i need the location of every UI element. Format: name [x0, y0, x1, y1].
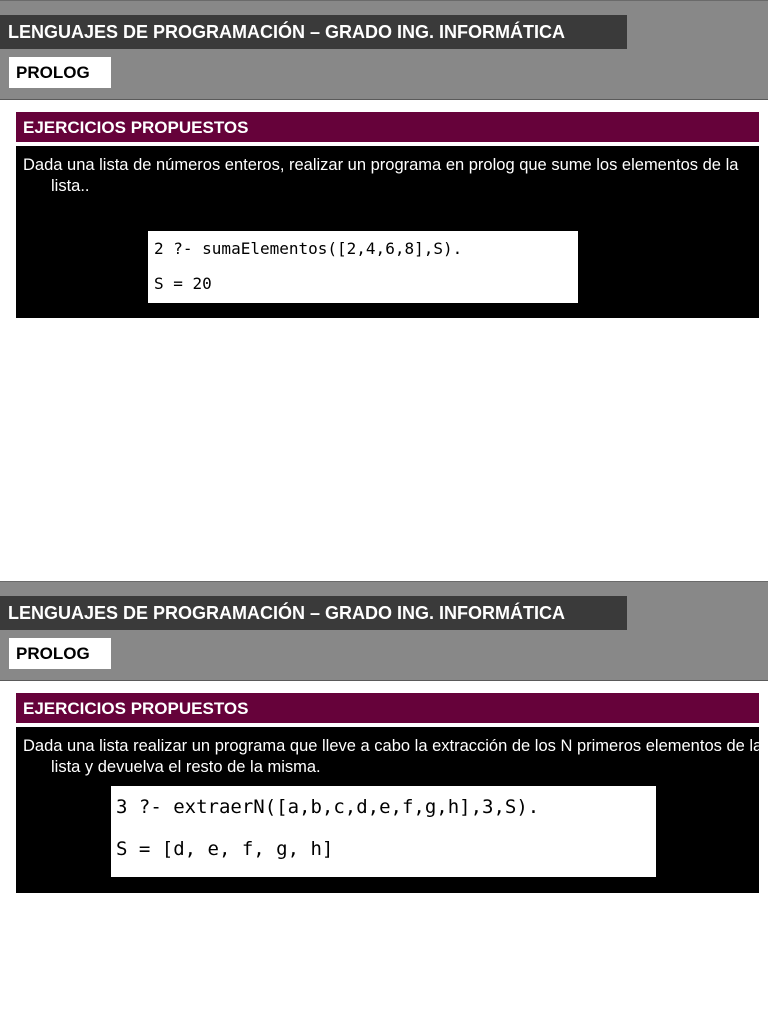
console-query: 3 ?- extraerN([a,b,c,d,e,f,g,h],3,S).	[116, 796, 540, 818]
course-title: LENGUAJES DE PROGRAMACIÓN – GRADO ING. INFORMÁTICA	[0, 15, 627, 49]
subject-tag: PROLOG	[9, 57, 111, 88]
section-title: EJERCICIOS PROPUESTOS	[16, 693, 759, 725]
slide-2	[0, 581, 768, 1024]
section-title: EJERCICIOS PROPUESTOS	[16, 112, 759, 144]
course-title: LENGUAJES DE PROGRAMACIÓN – GRADO ING. INFORMÁTICA	[0, 596, 627, 630]
exercise-statement: Dada una lista de números enteros, realizar un programa en prolog que sume los elementos de la lista..	[23, 156, 739, 195]
subject-tag: PROLOG	[9, 638, 111, 669]
slide-header	[0, 581, 768, 681]
exercise-box	[16, 727, 763, 893]
exercise-statement: Dada una lista realizar un programa que lleve a cabo la extracción de los N primeros elementos de la lista y devuelva el resto de la misma.	[23, 737, 763, 776]
console-query: 2 ?- sumaElementos([2,4,6,8],S).	[154, 239, 463, 258]
console-result: S = [d, e, f, g, h]	[116, 838, 334, 860]
prolog-console-output	[111, 786, 656, 877]
console-result: S = 20	[154, 274, 212, 293]
exercise-box	[16, 146, 759, 318]
slide-header	[0, 0, 768, 100]
prolog-console-output	[148, 231, 578, 303]
